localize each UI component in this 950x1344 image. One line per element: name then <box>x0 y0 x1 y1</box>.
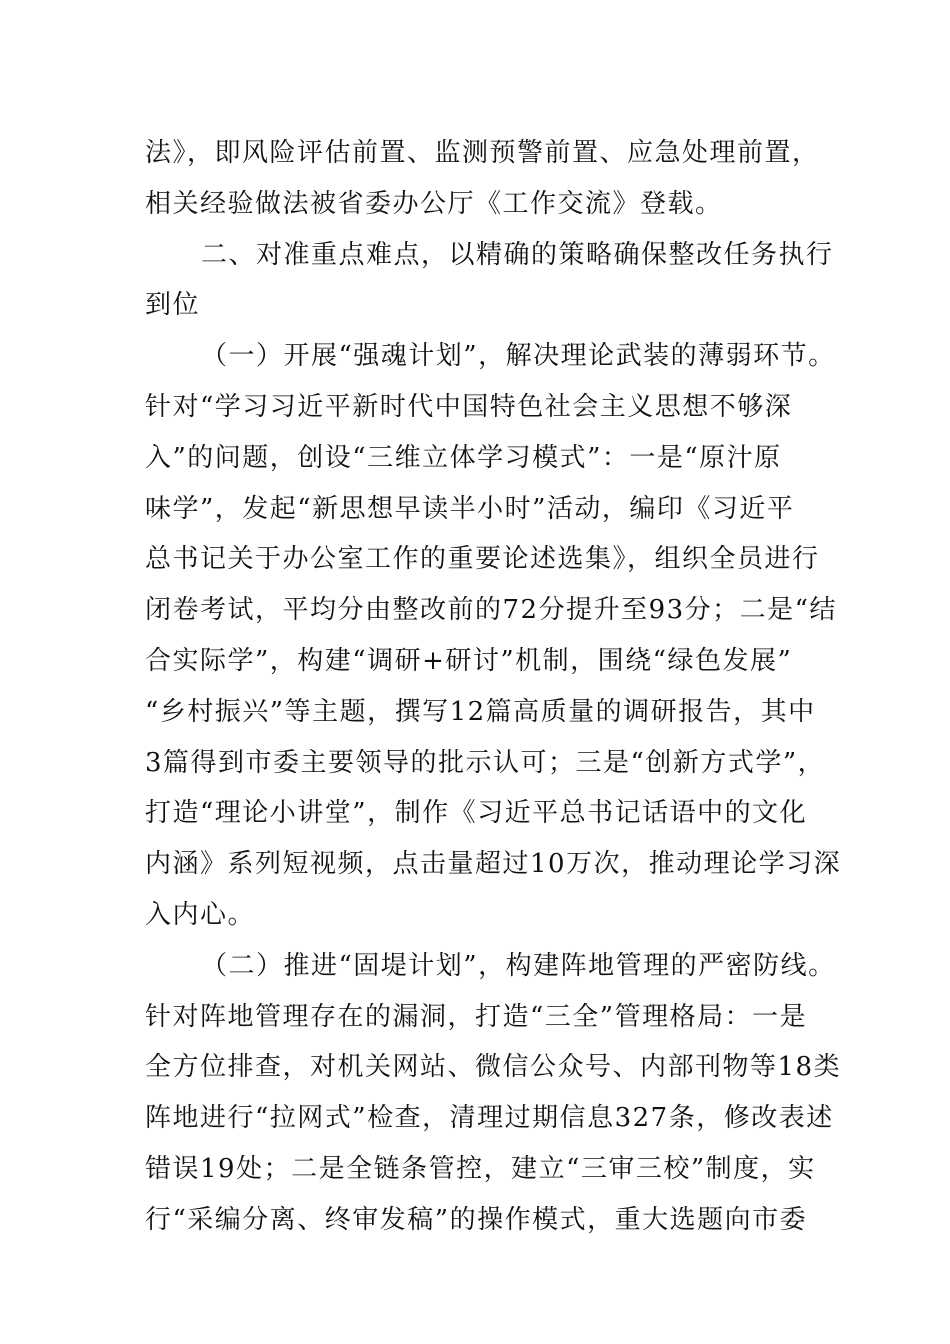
text-line: 入内心。 <box>145 899 256 930</box>
text-line: 内涵》系列短视频，点击量超过10万次，推动理论学习深 <box>145 849 842 880</box>
text-line: 针对阵地管理存在的漏洞，打造“三全”管理格局：一是 <box>145 1001 808 1032</box>
text-line: 全方位排查，对机关网站、微信公众号、内部刊物等18类 <box>145 1052 842 1083</box>
text-line: 闭卷考试，平均分由整改前的72分提升至93分；二是“结 <box>145 595 837 626</box>
text-line: “乡村振兴”等主题，撰写12篇高质量的调研报告，其中 <box>145 696 816 727</box>
section-heading: 二、对准重点难点，以精确的策略确保整改任务执行 <box>201 239 834 270</box>
section-heading-continued: 到位 <box>145 290 201 321</box>
body-text <box>145 128 842 1246</box>
text-line: 错误19处；二是全链条管控，建立“三审三校”制度，实 <box>145 1153 816 1184</box>
text-line: 法》，即风险评估前置、监测预警前置、应急处理前置， <box>145 138 820 168</box>
text-line: 总书记关于办公室工作的重要论述选集》，组织全员进行 <box>145 544 820 575</box>
text-line: 针对“学习习近平新时代中国特色社会主义思想不够深 <box>145 391 793 422</box>
text-line: 相关经验做法被省委办公厅《工作交流》登载。 <box>145 188 723 219</box>
text-line: 打造“理论小讲堂”，制作《习近平总书记话语中的文化 <box>145 798 808 829</box>
text-line: 3篇得到市委主要领导的批示认可；三是“创新方式学”， <box>145 747 826 778</box>
subsection-heading: （二）推进“固堤计划”，构建阵地管理的严密防线。 <box>201 950 836 981</box>
text-line: 合实际学”，构建“调研+研讨”机制，围绕“绿色发展” <box>145 645 793 676</box>
text-line: 阵地进行“拉网式”检查，清理过期信息327条，修改表述 <box>145 1103 834 1134</box>
subsection-heading: （一）开展“强魂计划”，解决理论武装的薄弱环节。 <box>201 341 836 372</box>
text-line: 味学”，发起“新思想早读半小时”活动，编印《习近平 <box>145 493 795 524</box>
text-line: 入”的问题，创设“三维立体学习模式”：一是“原汁原 <box>145 442 782 473</box>
text-line: 行“采编分离、终审发稿”的操作模式，重大选题向市委 <box>145 1204 808 1235</box>
